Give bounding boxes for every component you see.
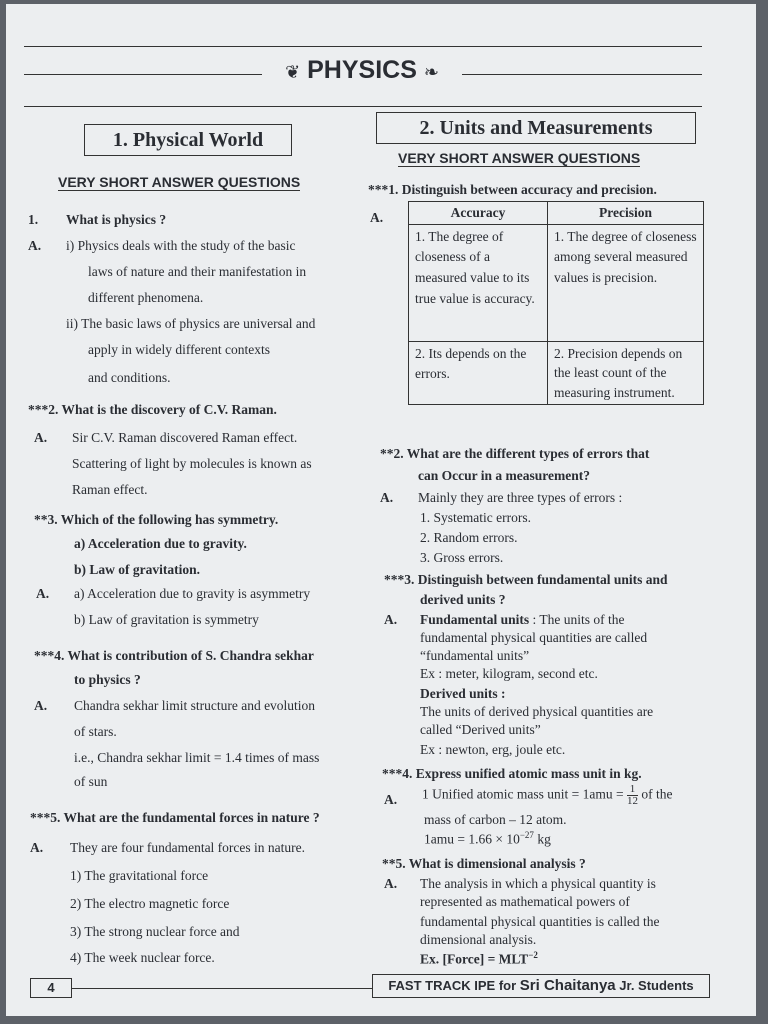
table-header-row: [409, 202, 704, 225]
chapter-1-subtitle: VERY SHORT ANSWER QUESTIONS: [58, 174, 301, 190]
q5-answer-line: 1) The gravitational force: [70, 868, 209, 883]
fraction-numerator: 1: [627, 784, 638, 796]
force-dimension-exponent: −2: [528, 950, 538, 960]
q4-question: ***4. What is contribution of S. Chandra sekhar: [34, 648, 314, 663]
q3-option-b: b) Law of gravitation.: [74, 562, 200, 577]
u-q4-answer-marker: A.: [384, 792, 398, 807]
derived-units-label: Derived units :: [420, 686, 506, 701]
u-q3-question-cont: derived units ?: [420, 592, 506, 607]
footer-brand: Sri Chaitanya: [519, 977, 616, 994]
u-q5-question: **5. What is dimensional analysis ?: [382, 856, 586, 871]
amu-definition-text: 1 Unified atomic mass unit = 1amu =: [422, 786, 624, 802]
q1-question: What is physics ?: [66, 212, 167, 227]
chapter-2-subtitle: VERY SHORT ANSWER QUESTIONS: [398, 150, 641, 166]
u-q1-question: ***1. Distinguish between accuracy and precision.: [368, 182, 657, 197]
amu-value-text: 1amu = 1.66 × 10: [424, 831, 520, 847]
q1-number: 1.: [28, 212, 39, 227]
q1-answer-line: and conditions.: [88, 370, 171, 385]
u-q4-answer-line: [424, 830, 551, 848]
fraction-denominator: 12: [626, 795, 638, 807]
q4-answer-marker: A.: [34, 698, 48, 713]
q4-answer-line: Chandra sekhar limit structure and evolution: [74, 698, 316, 713]
left-ornament-icon: ❦: [285, 62, 301, 83]
u-q2-answer-line: 2. Random errors.: [420, 530, 518, 545]
q2-answer-line: Raman effect.: [72, 482, 148, 497]
q4-answer-line: i.e., Chandra sekhar limit = 1.4 times of mass: [74, 750, 320, 765]
u-q2-answer-marker: A.: [380, 490, 394, 505]
q3-answer-line: b) Law of gravitation is symmetry: [74, 612, 259, 627]
subject-title: [262, 56, 462, 85]
q5-question: ***5. What are the fundamental forces in nature ?: [30, 810, 320, 825]
footer-prefix: FAST TRACK IPE for: [388, 978, 520, 993]
u-q2-answer-line: Mainly they are three types of errors :: [418, 490, 623, 505]
u-q4-question: ***4. Express unified atomic mass unit in kg.: [382, 766, 642, 781]
u-q3-answer-line: The units of derived physical quantities are: [420, 704, 654, 719]
table-header-accuracy: Accuracy: [409, 202, 548, 225]
q3-question: **3. Which of the following has symmetry.: [34, 512, 279, 527]
u-q5-answer-line: The analysis in which a physical quantity is: [420, 876, 656, 891]
q4-answer-line: of sun: [74, 774, 108, 789]
fundamental-units-label: Fundamental units: [420, 612, 530, 627]
q2-answer-marker: A.: [34, 430, 48, 445]
q1-answer-line: laws of nature and their manifestation in: [88, 264, 307, 279]
u-q5-answer-marker: A.: [384, 876, 398, 891]
fundamental-units-text: : The units of the: [529, 612, 625, 627]
u-q3-question: ***3. Distinguish between fundamental units and: [384, 572, 668, 587]
q2-question: ***2. What is the discovery of C.V. Raman.: [28, 402, 277, 417]
amu-exponent: −27: [519, 830, 534, 840]
footer-suffix: Jr. Students: [615, 978, 694, 993]
u-q3-answer-line: Ex : meter, kilogram, second etc.: [420, 666, 598, 681]
u-q3-answer-line: Ex : newton, erg, joule etc.: [420, 742, 566, 757]
q3-answer-line: a) Acceleration due to gravity is asymmetry: [74, 586, 311, 601]
u-q3-answer-line: called “Derived units”: [420, 722, 541, 737]
footer-publisher: [372, 974, 710, 998]
q1-answer-line: apply in widely different contexts: [88, 342, 270, 357]
q3-option-a: a) Acceleration due to gravity.: [74, 536, 247, 551]
one-twelfth-fraction: [627, 784, 638, 807]
page-header: [24, 44, 702, 108]
footer-rule: [72, 988, 372, 989]
table-cell: 1. The degree of closeness of a measured value to its true value is accuracy.: [409, 224, 548, 341]
amu-definition-tail: of the: [641, 786, 673, 802]
q5-answer-line: 4) The week nuclear force.: [70, 950, 215, 965]
table-row: [409, 224, 704, 341]
table-cell: 2. Precision depends on the least count of the measuring instrument.: [548, 341, 704, 405]
q5-answer-line: 3) The strong nuclear force and: [70, 924, 240, 939]
table-cell: 1. The degree of closeness among several measured values is precision.: [548, 224, 704, 341]
table-cell: 2. Its depends on the errors.: [409, 341, 548, 405]
q1-answer-line: ii) The basic laws of physics are universal and: [66, 316, 316, 331]
u-q5-answer-line: represented as mathematical powers of: [420, 894, 630, 909]
u-q4-answer-line: mass of carbon – 12 atom.: [424, 812, 567, 827]
u-q4-answer-line: [422, 784, 672, 807]
amu-unit: kg: [533, 831, 551, 847]
q4-question-cont: to physics ?: [74, 672, 141, 687]
textbook-page: [6, 4, 756, 1016]
table-row: [409, 341, 704, 405]
q1-answer-marker: A.: [28, 238, 42, 253]
subject-title-text: PHYSICS: [307, 56, 417, 84]
q3-answer-marker: A.: [36, 586, 50, 601]
u-q2-answer-line: 1. Systematic errors.: [420, 510, 531, 525]
q5-answer-line: 2) The electro magnetic force: [70, 896, 230, 911]
header-rule-bottom: [24, 106, 702, 107]
u-q3-answer-marker: A.: [384, 612, 398, 627]
q2-answer-line: Scattering of light by molecules is known as: [72, 456, 312, 471]
q4-answer-line: of stars.: [74, 724, 117, 739]
header-rule-top: [24, 46, 702, 47]
u-q3-answer-line: [420, 612, 625, 628]
table-header-precision: Precision: [548, 202, 704, 225]
q5-answer-line: They are four fundamental forces in nature.: [70, 840, 306, 855]
q1-answer-line: different phenomena.: [88, 290, 204, 305]
u-q5-answer-line: fundamental physical quantities is called the: [420, 914, 660, 929]
q2-answer-line: Sir C.V. Raman discovered Raman effect.: [72, 430, 298, 445]
accuracy-precision-table: [408, 201, 704, 405]
u-q3-answer-line: “fundamental units”: [420, 648, 530, 663]
chapter-2-title: 2. Units and Measurements: [376, 112, 696, 144]
u-q2-question: **2. What are the different types of errors that: [380, 446, 650, 461]
u-q2-question-cont: can Occur in a measurement?: [418, 468, 590, 483]
u-q2-answer-line: 3. Gross errors.: [420, 550, 504, 565]
q1-answer-line: i) Physics deals with the study of the basic: [66, 238, 296, 253]
u-q3-answer-line: fundamental physical quantities are called: [420, 630, 648, 645]
u-q5-answer-line: [420, 950, 538, 968]
u-q5-answer-line: dimensional analysis.: [420, 932, 537, 947]
u-q1-answer-marker: A.: [370, 210, 384, 225]
force-dimension-text: Ex. [Force] = MLT: [420, 951, 529, 967]
page-number: 4: [30, 978, 72, 998]
q5-answer-marker: A.: [30, 840, 44, 855]
right-ornament-icon: ❧: [423, 62, 439, 83]
chapter-1-title: 1. Physical World: [84, 124, 292, 156]
